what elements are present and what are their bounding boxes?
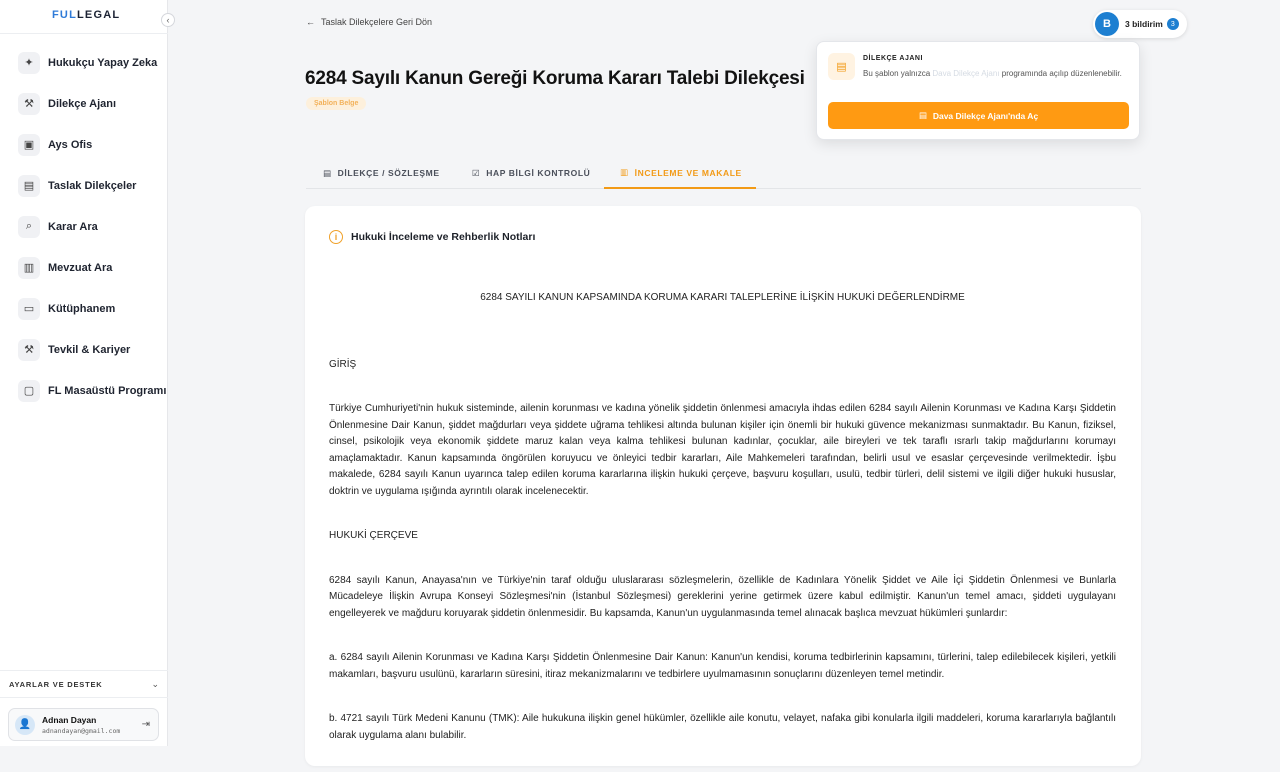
sidebar-item-fl-masaustu[interactable] — [0, 370, 168, 411]
tab-inceleme-makale[interactable] — [604, 158, 756, 189]
tab-dilekce-sozlesme[interactable] — [323, 158, 453, 188]
sparkle-icon: ✦ — [18, 52, 40, 74]
notification-count-badge: 3 — [1167, 18, 1179, 30]
settings-support-toggle[interactable] — [0, 670, 168, 698]
card-title: Hukuki İnceleme ve Rehberlik Notları — [351, 231, 536, 243]
article-body — [329, 290, 1116, 772]
notification-label: 3 bildirim — [1125, 19, 1163, 29]
sidebar-item-tevkil-kariyer[interactable] — [0, 329, 168, 370]
sidebar-item-dilekce-ajani[interactable] — [0, 83, 168, 124]
notification-avatar: B — [1095, 12, 1119, 36]
sidebar-nav — [0, 42, 168, 411]
back-link-label: Taslak Dilekçelere Geri Dön — [321, 17, 433, 27]
logo-accent: FUL — [52, 9, 77, 21]
sidebar-item-label: Mevzuat Ara — [48, 261, 113, 274]
briefcase-icon: ▣ — [18, 134, 40, 156]
open-in-agent-label: Dava Dilekçe Ajanı'nda Aç — [932, 110, 1039, 121]
back-link[interactable] — [306, 17, 432, 27]
sidebar — [0, 0, 168, 746]
user-email: adnandayan@gmail.com — [42, 726, 121, 735]
open-in-agent-button[interactable] — [828, 102, 1129, 129]
brand-logo[interactable] — [52, 9, 120, 21]
document-icon: ▤ — [918, 110, 927, 120]
sidebar-item-karar-ara[interactable] — [0, 206, 168, 247]
section-title-hukuki-cerceve: HUKUKİ ÇERÇEVE — [329, 530, 418, 541]
search-icon: ⌕ — [18, 216, 40, 238]
arrow-left-icon: ← — [306, 17, 315, 27]
tab-label: HAP BİLGİ KONTROLÜ — [486, 168, 591, 178]
tab-label: İNCELEME VE MAKALE — [634, 167, 742, 178]
checkbox-icon: ☑ — [472, 167, 481, 178]
sidebar-item-label: Tevkil & Kariyer — [48, 343, 131, 356]
sidebar-divider — [0, 33, 168, 34]
sidebar-item-taslak-dilekceler[interactable] — [0, 165, 168, 206]
sidebar-item-kutuphanem[interactable] — [0, 288, 168, 329]
tab-label: DİLEKÇE / SÖZLEŞME — [337, 168, 440, 178]
gavel-icon: ⚒ — [18, 93, 40, 115]
sidebar-collapse-button[interactable]: ‹ — [161, 13, 175, 27]
info-icon: i — [329, 230, 343, 244]
user-info — [42, 715, 120, 735]
book-open-icon: ▥ — [620, 167, 629, 177]
template-badge: Şablon Belge — [306, 97, 366, 110]
article-list-item: b. 4721 sayılı Türk Medeni Kanunu (TMK): Aile hukukuna ilişkin genel hükümler, özellikle aile konutu, velayet, nafaka gibi konularla ilgili maddeleri, koruma kararlarıyla bağlantılı olarak uygulama alanı bulabilir. — [329, 713, 1116, 741]
sidebar-item-hukukcu-yapay-zeka[interactable] — [0, 42, 168, 83]
sidebar-item-label: Ays Ofis — [48, 138, 93, 151]
tab-hap-bilgi-kontrolu[interactable] — [472, 158, 602, 188]
document-icon: ▤ — [828, 53, 855, 80]
agent-card-description — [863, 67, 1133, 81]
sidebar-item-mevzuat-ara[interactable] — [0, 247, 168, 288]
card-header — [329, 230, 535, 244]
sidebar-item-label: Hukukçu Yapay Zeka — [48, 56, 158, 69]
article-heading: 6284 SAYILI KANUN KAPSAMINDA KORUMA KARARI TALEPLERİNE İLİŞKİN HUKUKİ DEĞERLENDİRME — [480, 292, 965, 303]
sidebar-item-ays-ofis[interactable] — [0, 124, 168, 165]
article-paragraph: Türkiye Cumhuriyeti'nin hukuk sisteminde, ailenin korunması ve kadına yönelik şiddetin önlenmesi amacıyla ihdas edilen 6284 sayılı Ailenin Korunması ve Kadına Karşı Şiddetin Önlenmesine Dair Kanun, şiddet mağdurları veya şiddete uğrama tehlikesi altında bulunan kişiler için önemli bir hukuki güvence mekanizması sunmaktadır. Bu Kanun, fiziksel, cinsel, psikolojik veya ekonomik şiddete maruz kalan veya kalma tehlikesi bulunan kadınlar, çocuklar, aile bireyleri ve tek taraflı ısrarlı takip mağdurlarını korumayı amaçlamaktadır. Kanun kapsamında öngörülen koruyucu ve önleyici tedbir kararları, Aile Mahkemeleri tarafından, belirli usul ve esaslar çerçevesinde verilmektedir. İşbu makalede, 6284 sayılı Kanun uyarınca talep edilen koruma kararlarına ilişkin hukuki çerçeve, başvuru koşulları, usulü, tedbir türleri, delil sistemi ve ilgili diğer hukuki hususlar, doktrin ve uygulama ışığında ayrıntılı olarak incelenecektir. — [329, 403, 1116, 497]
sidebar-item-label: Karar Ara — [48, 220, 98, 233]
agent-desc-after: programında açılıp düzenlenebilir. — [999, 69, 1122, 78]
agent-desc-before: Bu şablon yalnızca — [863, 69, 933, 78]
sidebar-item-label: Taslak Dilekçeler — [48, 179, 137, 192]
notifications-button[interactable] — [1093, 10, 1187, 38]
hammer-icon: ⚒ — [18, 339, 40, 361]
user-card[interactable] — [8, 708, 159, 741]
article-list-item: a. 6284 sayılı Ailenin Korunması ve Kadına Karşı Şiddetin Önlenmesine Dair Kanun: Kanun'un kendisi, koruma tedbirlerinin kapsamını, türlerini, talep edilebilecek kişileri, yetkili makamları, başvuru usulünü, kararların süresini, itiraz mekanizmalarını ve tedbirlere uyulmamasının sonuçlarını düzenleyen temel metindir. — [329, 652, 1116, 680]
logout-icon[interactable]: ⇥ — [141, 719, 150, 730]
user-name: Adnan Dayan — [42, 714, 97, 725]
sidebar-item-label: Kütüphanem — [48, 302, 116, 315]
settings-label: AYARLAR VE DESTEK — [9, 679, 103, 689]
article-paragraph: 6284 sayılı Kanun, Anayasa'nın ve Türkiye'nin taraf olduğu uluslararası sözleşmelerin, özellikle de Kadınlara Yönelik Şiddet ve Aile İçi Şiddetin Önlenmesi ve Bunlarla Mücadeleye İlişkin Avrupa Konseyi Sözleşmesi'nin (İstanbul Sözleşmesi) gereklerini yerine getirmek üzere kabul edilmiştir. Kanun'un temel amacı, şiddeti uygulayanı engelleyerek ve mağduru koruyarak şiddetin önlenmesidir. Bu kapsamda, Kanun'un uygulanmasında temel alınacak başlıca mevzuat hükümleri şunlardır: — [329, 574, 1116, 619]
folder-icon: ▭ — [18, 298, 40, 320]
logo-rest: LEGAL — [76, 9, 121, 21]
page-title: 6284 Sayılı Kanun Gereği Koruma Kararı Talebi Dilekçesi — [305, 68, 805, 89]
user-avatar-icon: 👤 — [15, 715, 35, 735]
section-title-giris: GİRİŞ — [329, 358, 357, 370]
agent-desc-faded: Dava Dilekçe Ajanı — [932, 69, 1000, 78]
agent-card-title: DİLEKÇE AJANI — [863, 55, 923, 62]
desktop-icon: ▢ — [18, 380, 40, 402]
petition-agent-card — [816, 41, 1140, 140]
sidebar-item-label: FL Masaüstü Programı — [48, 384, 167, 397]
sidebar-item-label: Dilekçe Ajanı — [48, 97, 117, 110]
book-icon: ▥ — [18, 257, 40, 279]
document-icon: ▤ — [323, 167, 332, 178]
document-icon: ▤ — [18, 175, 40, 197]
review-article-card — [305, 206, 1141, 766]
chevron-down-icon: ⌄ — [151, 678, 159, 689]
tab-bar — [306, 158, 1141, 189]
